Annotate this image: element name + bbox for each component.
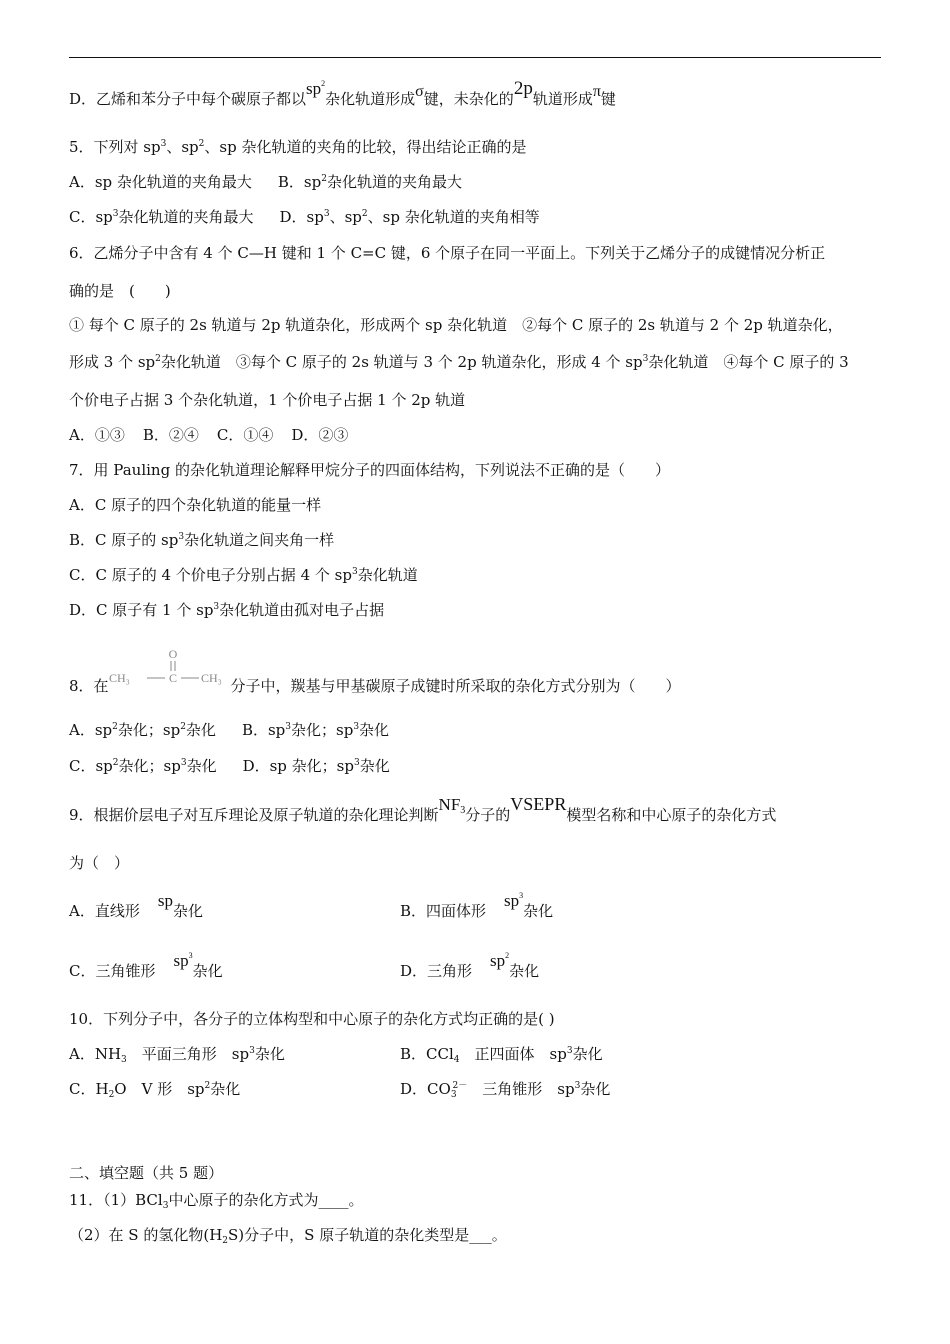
q8-option-b: B．$sp^3$杂化；$sp^3$杂化 [241,721,390,739]
q6-option-d: D．②③ [291,426,349,444]
q4d-text-1: D．乙烯和苯分子中每个碳原子都以 [69,90,307,108]
q7-stem: 7．用 Pauling 的杂化轨道理论解释甲烷分子的四面体结构，下列说法不正确的是（ ） [69,461,670,479]
q10-option-b: B．CCl$_4$ 正四面体 $sp^3$杂化 [400,1045,603,1065]
q8-options-row-1 [69,720,389,740]
q6-statement-1: ① 每个 C 原子的 2s 轨道与 2p 轨道杂化，形成两个 sp 杂化轨道 ②每个 C 原子的 2s 轨道与 2 个 2p 轨道杂化， [69,316,843,334]
acetone-formula-svg [109,645,231,689]
header-rule [69,57,881,58]
q4d-2p: 2p [513,78,533,99]
formula-carbonyl-carbon: C [168,671,177,685]
q5-option-b: B．$sp^2$杂化轨道的夹角最大 [277,173,462,191]
q4d-text-5: 键 [600,90,616,108]
q9-option-d: D．三角形$sp^2$杂化 [400,951,540,980]
sigma-symbol: σ [415,83,424,100]
q11-part-1: 11．（1）BCl$_3$中心原子的杂化方式为____。 [69,1191,364,1211]
q6-option-a: A．①③ [69,426,125,444]
q6-option-b: B．②④ [142,426,199,444]
vsepr-label: VSEPR [510,794,567,814]
q8-option-d: D．sp 杂化；$sp^3$杂化 [242,757,390,775]
acetone-structure [108,647,231,697]
q9-stem: 9．根据价层电子对互斥理论及原子轨道的杂化理论判断$NF_3$分子的VSEPR模型名称和中心原子的杂化方式 [69,794,777,824]
q4d-text-2: 杂化轨道形成 [325,90,416,108]
q11-part-2: （2）在 S 的氢化物$(H_2S)$分子中，S 原子轨道的杂化类型是___。 [69,1226,507,1246]
pi-symbol: π [592,83,601,100]
q8-option-a: A．$sp^2$杂化；$sp^2$杂化 [69,721,216,739]
formula-oxygen: O [168,647,177,661]
q10-option-a: A．$NH_3$ 平面三角形 $sp^3$杂化 [69,1045,285,1065]
q8-options-row-2 [69,756,390,776]
q5-stem: 5．下列对 $sp^3$、$sp^2$、sp 杂化轨道的夹角的比较，得出结论正确的是 [69,138,527,156]
q9-option-a: A．直线形sp杂化 [69,891,203,920]
q7-option-a: A．C 原子的四个杂化轨道的能量一样 [69,496,322,514]
q4d-sp: $sp^2$ [306,79,326,98]
q5-options-row-1 [69,172,462,192]
q6-option-c: C．①④ [216,426,274,444]
q4-option-d [69,78,616,110]
q6-options [69,425,348,445]
section-fill-in-title: 二、填空题（共 5 题） [69,1164,224,1182]
q4d-text-4: 轨道形成 [532,90,593,108]
q9-option-c: C．三角锥形$sp^3$杂化 [69,951,223,980]
q6-stem-2: 确的是 ( ) [69,282,171,300]
q6-statement-2: 形成 3 个 $sp^2$杂化轨道 ③每个 C 原子的 2s 轨道与 3 个 2p 轨道杂化，形成 4 个 $sp^3$杂化轨道 ④每个 C 原子的 3 [69,353,849,371]
q4d-text-3: 键，未杂化的 [423,90,514,108]
nf3-formula: $NF_3$ [438,795,466,816]
q8-option-c: C．$sp^2$杂化；$sp^3$杂化 [69,757,217,775]
q5-option-d: D．$sp^3$、$sp^2$、sp 杂化轨道的夹角相等 [279,208,540,226]
q6-stem-1: 6．乙烯分子中含有 4 个 C—H 键和 1 个 C=C 键，6 个原子在同一平面上。下列关于乙烯分子的成键情况分析正 [69,244,826,262]
q9-stem-2: 为（ ） [69,854,130,872]
q7-option-b: B．C 原子的 $sp^3$杂化轨道之间夹角一样 [69,531,335,549]
q10-option-d: D．$CO_3^{2-}$ 三角锥形 $sp^3$杂化 [400,1080,611,1100]
q9-option-b: B．四面体形$sp^3$杂化 [400,891,554,920]
q7-option-d: D．C 原子有 1 个 $sp^3$杂化轨道由孤对电子占据 [69,601,385,619]
q10-option-c: C．$H_2O$ V 形 $sp^2$杂化 [69,1080,241,1100]
q8-stem: 8．在 O CH₃ C CH₃ 分子中，羰基与甲基碳原子成键时所采取的杂化方式分别为（ ） [69,647,681,695]
q10-stem: 10．下列分子中，各分子的立体构型和中心原子的杂化方式均正确的是( ) [69,1010,555,1028]
q7-option-c: C．C 原子的 4 个价电子分别占据 4 个 $sp^3$杂化轨道 [69,566,418,584]
formula-methyl-right: CH₃ [200,671,222,685]
q5-options-row-2 [69,207,540,227]
q6-statement-3: 个价电子占据 3 个杂化轨道，1 个价电子占据 1 个 2p 轨道 [69,391,466,409]
q5-option-a: A．sp 杂化轨道的夹角最大 [69,173,252,191]
q5-option-c: C．$sp^3$杂化轨道的夹角最大 [69,208,254,226]
formula-methyl-left: CH₃ [108,671,130,685]
